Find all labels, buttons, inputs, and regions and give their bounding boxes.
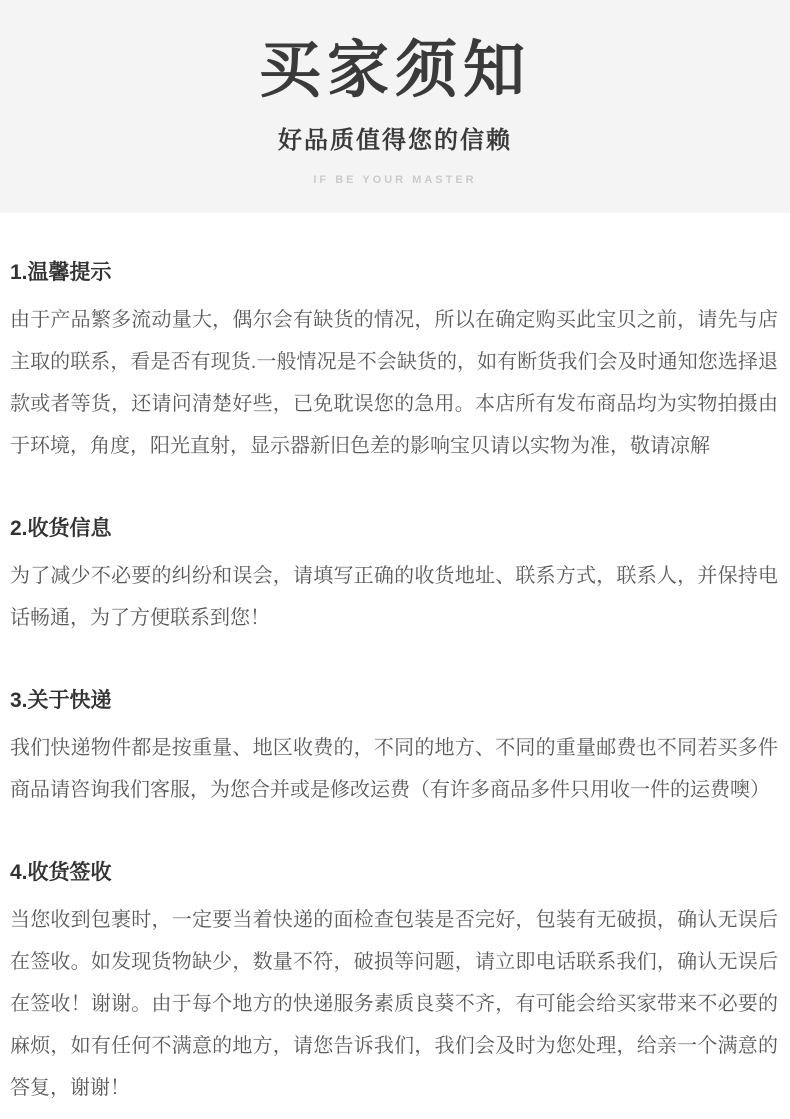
section-body-text: 由于产品繁多流动量大，偶尔会有缺货的情况，所以在确定购买此宝贝之前，请先与店主取的联系，看是否有现货.一般情况是不会缺货的，如有断货我们会及时通知您选择退款或者等货，还请问清楚好些，已免耽误您的急用。本店所有发布商品均为实物拍摄由于环境，角度，阳光直射，显示器新旧色差的影响宝贝请以实物为准，敬请凉解 xyxy=(10,309,778,457)
section-warm-tips xyxy=(10,259,778,467)
section-body-text: 我们快递物件都是按重量、地区收费的，不同的地方、不同的重量邮费也不同若买多件商品请咨询我们客服，为您合并或是修改运费（有许多商品多件只用收一件的运费噢） xyxy=(10,737,778,801)
section-heading: 1.温馨提示 xyxy=(10,261,112,284)
page-tagline: IF BE YOUR MASTER xyxy=(313,174,477,186)
section-delivery-info xyxy=(10,515,778,639)
section-body-text: 为了减少不必要的纠纷和误会，请填写正确的收货地址、联系方式，联系人，并保持电话畅通，为了方便联系到您！ xyxy=(10,565,778,629)
page-title: 买家须知 xyxy=(258,36,531,105)
section-about-express xyxy=(10,687,778,811)
page-subtitle: 好品质值得您的信赖 xyxy=(278,127,512,154)
section-heading: 4.收货签收 xyxy=(10,861,112,884)
notice-content xyxy=(0,259,790,1109)
section-receipt-sign xyxy=(10,859,778,1109)
section-heading: 3.关于快递 xyxy=(10,689,112,712)
section-body-text: 当您收到包裹时，一定要当着快递的面检查包装是否完好，包装有无破损，确认无误后在签收。如发现货物缺少，数量不符，破损等问题，请立即电话联系我们，确认无误后在签收！谢谢。由于每个地方的快递服务素质良葵不齐，有可能会给买家带来不必要的麻烦，如有任何不满意的地方，请您告诉我们，我们会及时为您处理，给亲一个满意的答复，谢谢！ xyxy=(10,909,778,1099)
section-heading: 2.收货信息 xyxy=(10,517,112,540)
notice-header xyxy=(0,0,790,213)
